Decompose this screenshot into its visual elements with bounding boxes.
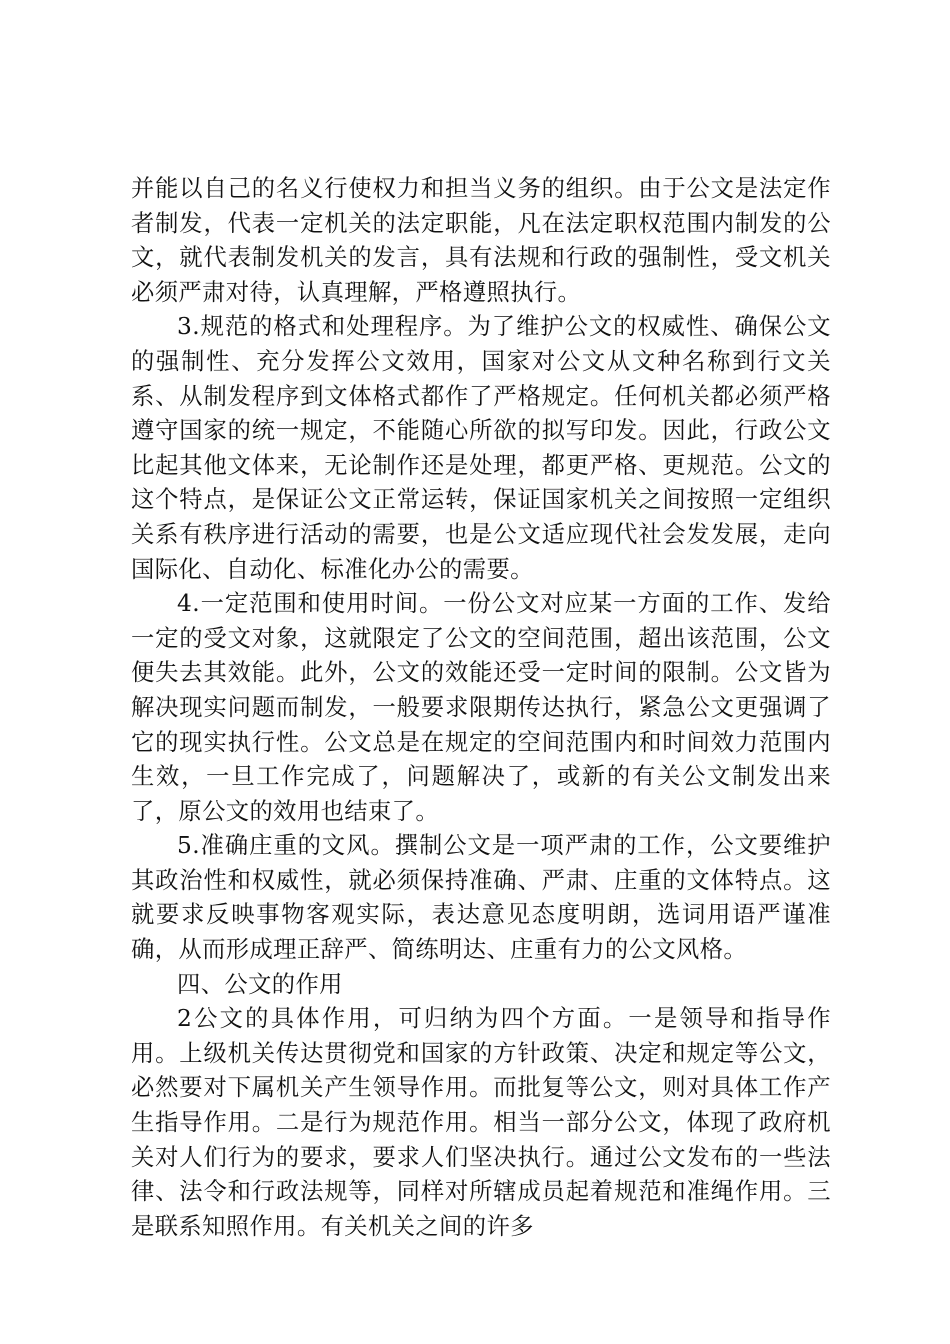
paragraph-point-4: 4.一定范围和使用时间。一份公文对应某一方面的工作、发给一定的受文对象，这就限定了公文的空间范围，超出该范围，公文便失去其效能。此外，公文的效能还受一定时间的限制。公文皆为解决现实问题而制发，一般要求限期传达执行，紧急公文更强调了它的现实执行性。公文总是在规定的空间范围内和时间效力范围内生效，一旦工作完成了，问题解决了，或新的有关公文制发出来了，原公文的效用也结束了。 — [131, 590, 831, 825]
paragraph-point-5: 5.准确庄重的文风。撰制公文是一项严肃的工作，公文要维护其政治性和权威性，就必须保持准确、严肃、庄重的文体特点。这就要求反映事物客观实际，表达意见态度明朗，选词用语严谨准确，从而形成理正辞严、简练明达、庄重有力的公文风格。 — [131, 832, 831, 964]
paragraph-continuation: 并能以自己的名义行使权力和担当义务的组织。由于公文是法定作者制发，代表一定机关的法定职能，凡在法定职权范围内制发的公文，就代表制发机关的发言，具有法规和行政的强制性，受文机关必须严肃对待，认真理解，严格遵照执行。 — [131, 175, 831, 306]
paragraph-functions: 2公文的具体作用，可归纳为四个方面。一是领导和指导作用。上级机关传达贯彻党和国家的方针政策、决定和规定等公文，必然要对下属机关产生领导作用。而批复等公文，则对具体工作产生指导作用。二是行为规范作用。相当一部分公文，体现了政府机关对人们行为的要求，要求人们坚决执行。通过公文发布的一些法律、法令和行政法规等，同样对所辖成员起着规范和准绳作用。三是联系知照作用。有关机关之间的许多 — [131, 1005, 831, 1240]
section-heading-4: 四、公文的作用 — [177, 970, 343, 998]
paragraph-point-3: 3.规范的格式和处理程序。为了维护公文的权威性、确保公文的强制性、充分发挥公文效用，国家对公文从文种名称到行文关系、从制发程序到文体格式都作了严格规定。任何机关都必须严格遵守国家的统一规定，不能随心所欲的拟写印发。因此，行政公文比起其他文体来，无论制作还是处理，都更严格、更规范。公文的这个特点，是保证公文正常运转，保证国家机关之间按照一定组织关系有秩序进行活动的需要，也是公文适应现代社会发发展，走向国际化、自动化、标准化办公的需要。 — [131, 313, 831, 583]
document-page — [131, 172, 831, 1244]
